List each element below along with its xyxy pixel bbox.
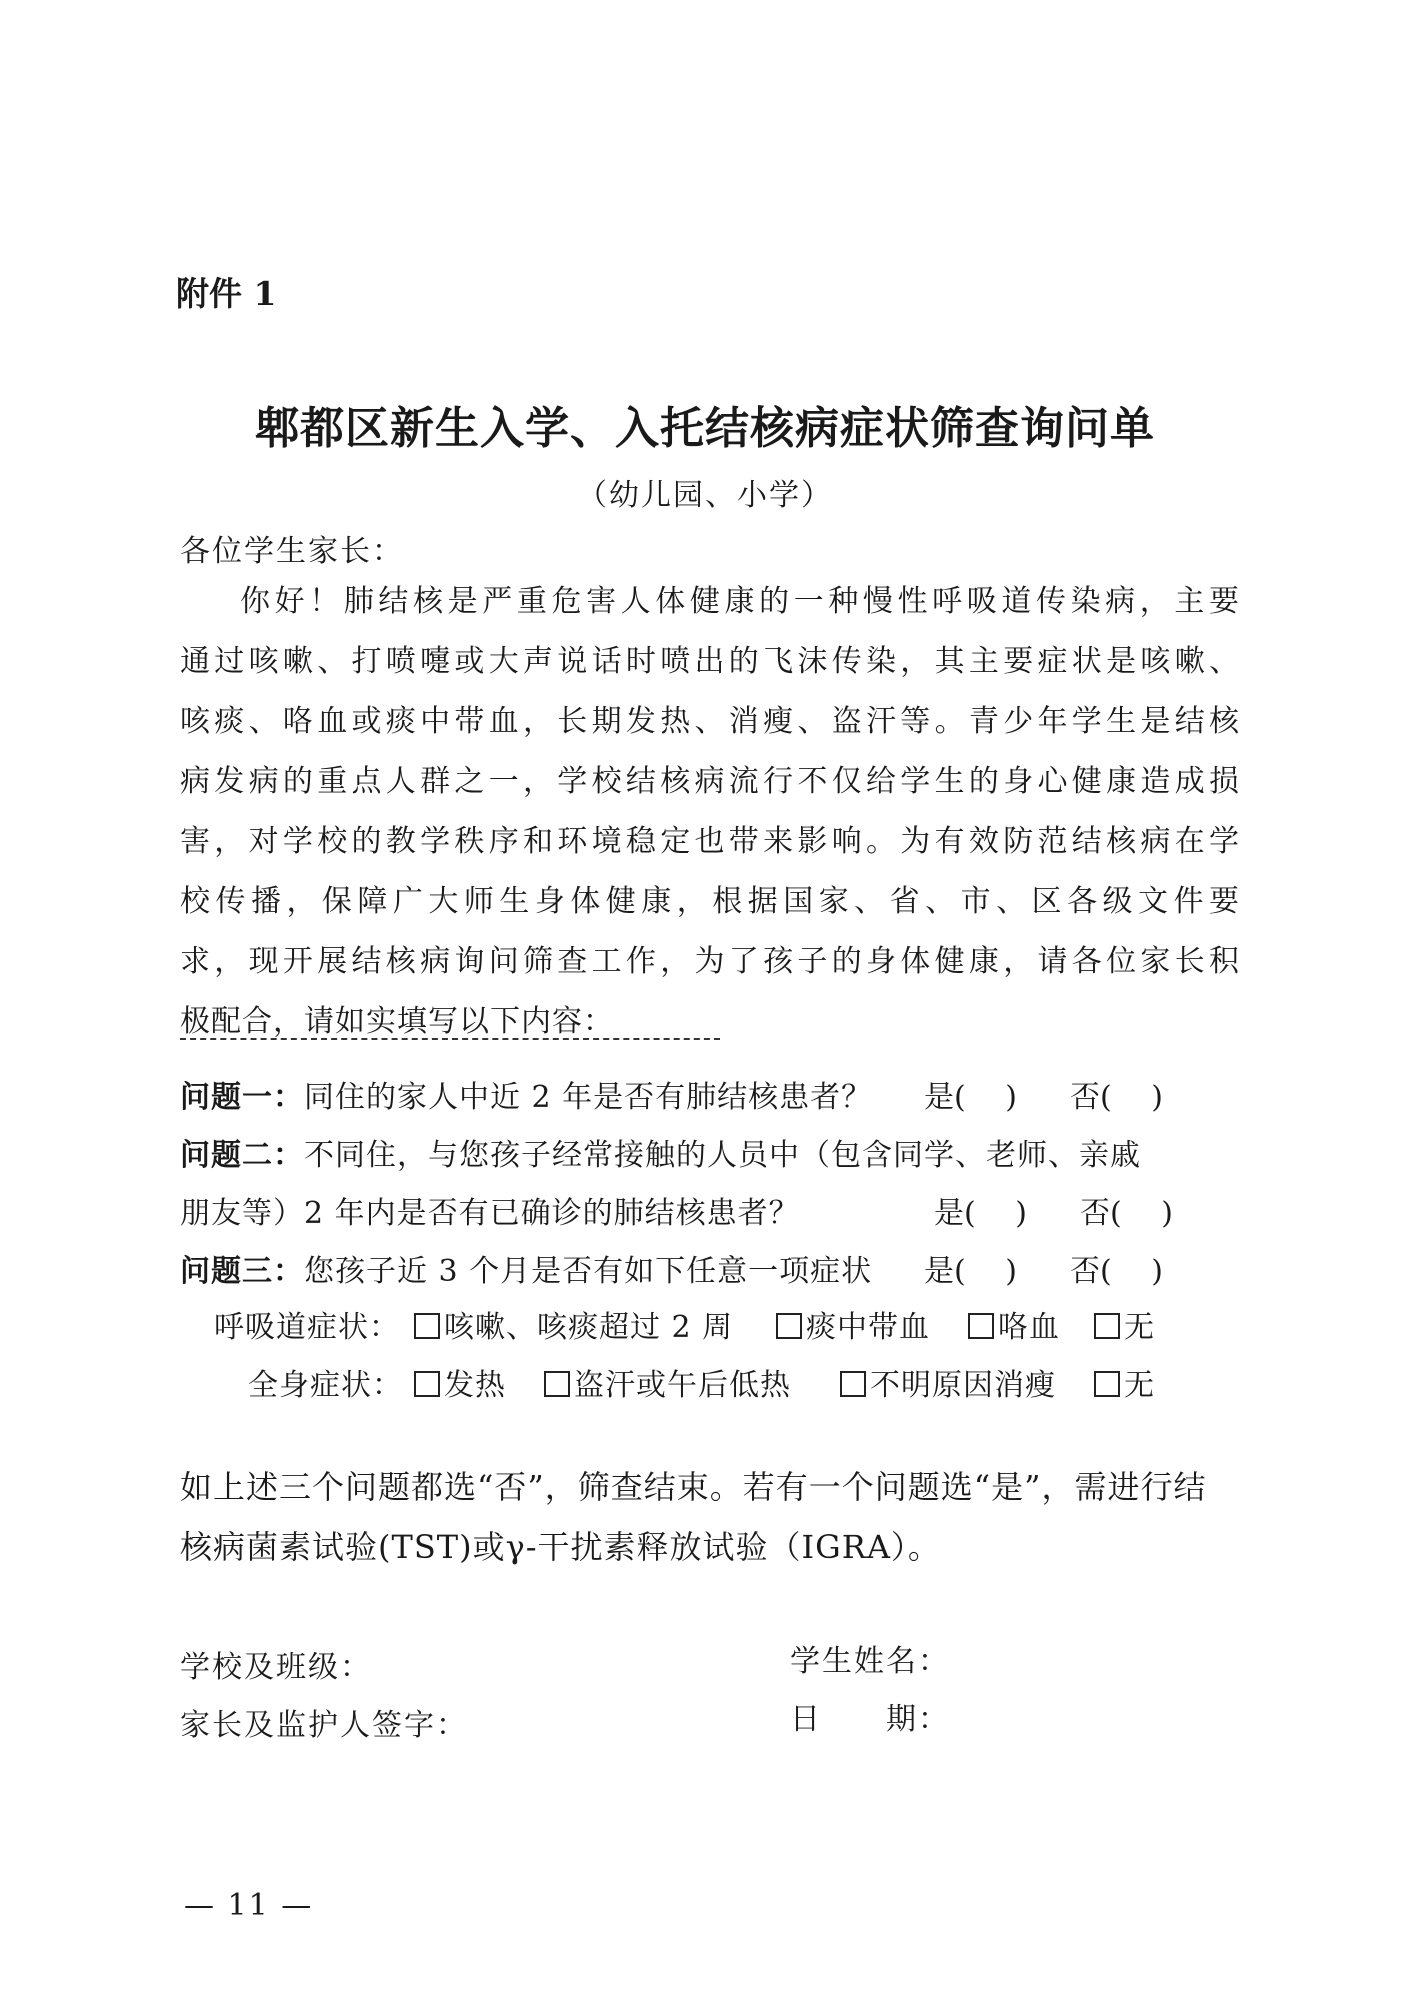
- intro-line: 咳痰、咯血或痰中带血，长期发热、消瘦、盗汗等。青少年学生是结核: [180, 704, 1240, 739]
- symptom-option-night-sweats[interactable]: 盗汗或午后低热: [544, 1360, 791, 1404]
- question-1-no[interactable]: 否( ): [1070, 1080, 1163, 1115]
- checkbox-icon[interactable]: [1094, 1313, 1120, 1339]
- question-2: [180, 1130, 1141, 1174]
- dashed-divider: [180, 1038, 720, 1040]
- checkbox-icon[interactable]: [968, 1313, 994, 1339]
- checkbox-icon[interactable]: [414, 1371, 440, 1397]
- question-1-yes[interactable]: 是( ): [924, 1080, 1017, 1115]
- question-2-yes[interactable]: 是( ): [934, 1196, 1027, 1231]
- checkbox-icon[interactable]: [544, 1371, 570, 1397]
- question-3-label: 问题三：: [180, 1254, 304, 1289]
- greeting: 各位学生家长：: [180, 534, 404, 569]
- page-subtitle: （幼儿园、小学）: [577, 478, 833, 513]
- question-1-text: 同住的家人中近 2 年是否有肺结核患者？: [304, 1080, 873, 1115]
- checkbox-icon[interactable]: [1094, 1371, 1120, 1397]
- intro-line: 校传播，保障广大师生身体健康，根据国家、省、市、区各级文件要: [180, 884, 1240, 919]
- checkbox-icon[interactable]: [414, 1313, 440, 1339]
- systemic-symptoms-label: 全身症状：: [248, 1368, 403, 1403]
- symptom-option-respiratory-none[interactable]: 无: [1094, 1302, 1155, 1346]
- intro-line: 极配合，请如实填写以下内容：: [180, 1004, 614, 1039]
- guardian-signature-label: 家长及监护人签字：: [180, 1708, 468, 1743]
- student-name-label: 学生姓名：: [790, 1644, 950, 1679]
- symptom-option-hemoptysis[interactable]: 咯血: [968, 1302, 1060, 1346]
- page-title: 郫都区新生入学、入托结核病症状筛查询问单: [255, 403, 1155, 454]
- question-1: [180, 1072, 872, 1116]
- question-3-text: 您孩子近 3 个月是否有如下任意一项症状: [304, 1254, 873, 1289]
- school-class-label: 学校及班级：: [180, 1650, 372, 1685]
- instruction-note-line: 如上述三个问题都选“否”，筛查结束。若有一个问题选“是”，需进行结: [180, 1468, 1207, 1506]
- symptom-option-blood-sputum[interactable]: 痰中带血: [776, 1302, 930, 1346]
- question-3-no[interactable]: 否( ): [1070, 1254, 1163, 1289]
- intro-line: 求，现开展结核病询问筛查工作，为了孩子的身体健康，请各位家长积: [180, 944, 1240, 979]
- intro-line: 通过咳嗽、打喷嚏或大声说话时喷出的飞沫传染，其主要症状是咳嗽、: [180, 644, 1240, 679]
- question-2-text: 不同住，与您孩子经常接触的人员中（包含同学、老师、亲戚: [304, 1138, 1141, 1173]
- symptom-option-cough[interactable]: 咳嗽、咳痰超过 2 周: [414, 1302, 733, 1346]
- question-2-label: 问题二：: [180, 1138, 304, 1173]
- question-1-label: 问题一：: [180, 1080, 304, 1115]
- question-3: [180, 1246, 872, 1290]
- checkbox-icon[interactable]: [840, 1371, 866, 1397]
- intro-paragraph: [180, 572, 1240, 1052]
- question-2-no[interactable]: 否( ): [1080, 1196, 1173, 1231]
- symptom-option-weight-loss[interactable]: 不明原因消瘦: [840, 1360, 1056, 1404]
- checkbox-icon[interactable]: [776, 1313, 802, 1339]
- date-label: 日 期：: [790, 1702, 950, 1737]
- question-2-text-continued: 朋友等）2 年内是否有已确诊的肺结核患者？: [180, 1196, 800, 1231]
- question-3-yes[interactable]: 是( ): [924, 1254, 1017, 1289]
- instruction-note-line: 核病菌素试验(TST)或γ-干扰素释放试验（IGRA）。: [180, 1528, 941, 1566]
- intro-line: 病发病的重点人群之一，学校结核病流行不仅给学生的身心健康造成损: [180, 764, 1240, 799]
- respiratory-symptoms-label: 呼吸道症状：: [214, 1310, 400, 1345]
- symptom-option-fever[interactable]: 发热: [414, 1360, 506, 1404]
- intro-line: 害，对学校的教学秩序和环境稳定也带来影响。为有效防范结核病在学: [180, 824, 1240, 859]
- attachment-label: 附件 1: [176, 274, 277, 313]
- intro-line: 你好！肺结核是严重危害人体健康的一种慢性呼吸道传染病，主要: [240, 584, 1240, 619]
- page-number: — 11 —: [184, 1888, 314, 1923]
- symptom-option-systemic-none[interactable]: 无: [1094, 1360, 1155, 1404]
